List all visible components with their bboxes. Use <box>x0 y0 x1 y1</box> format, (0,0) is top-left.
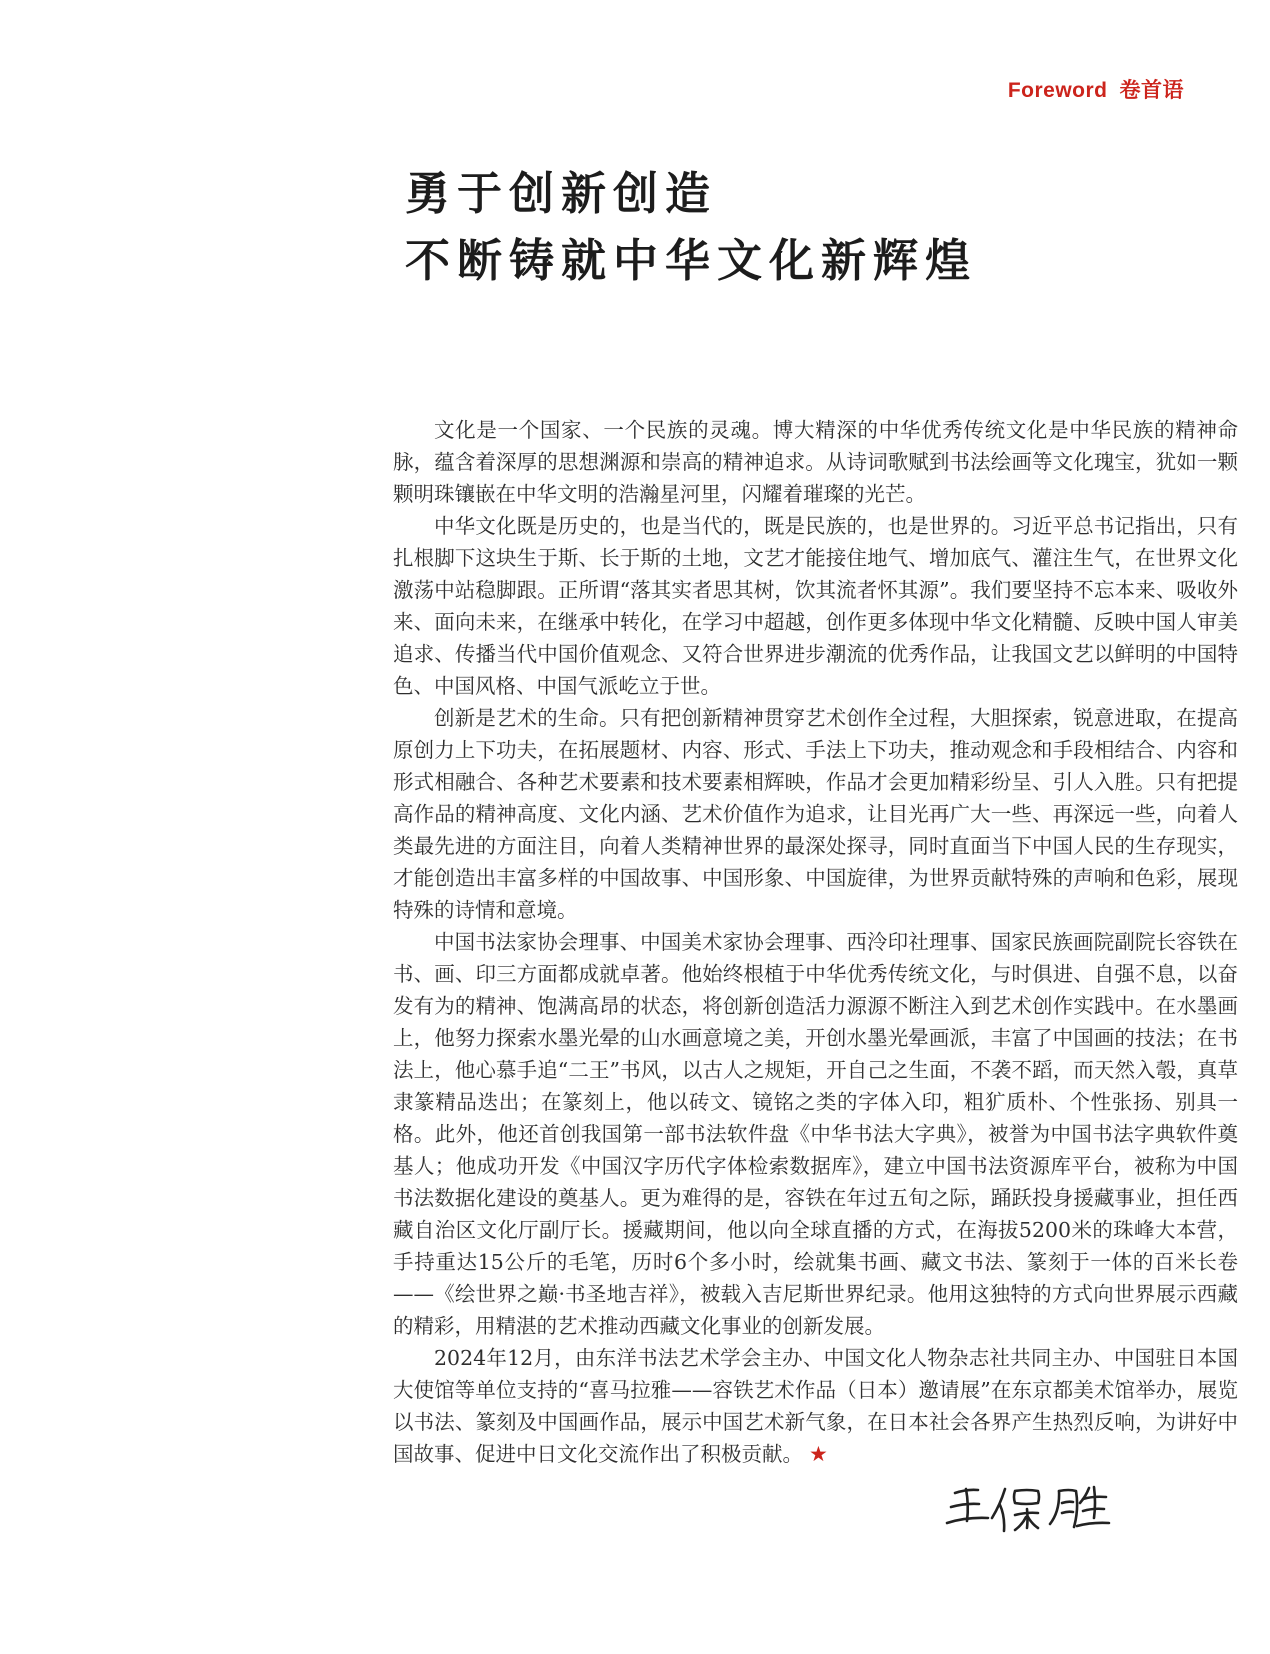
paragraph-1: 文化是一个国家、一个民族的灵魂。博大精深的中华优秀传统文化是中华民族的精神命脉，蕴含着深厚的思想渊源和崇高的精神追求。从诗词歌赋到书法绘画等文化瑰宝，犹如一颗颗明珠镶嵌在中华文明的浩瀚星河里，闪耀着璀璨的光芒。 <box>393 418 1238 506</box>
foreword-label-zh: 卷首语 <box>1119 79 1184 102</box>
article-body <box>393 414 1238 1470</box>
signature-handwriting <box>942 1478 1120 1540</box>
paragraph-5 <box>393 1342 1238 1470</box>
foreword-label <box>1008 74 1184 104</box>
paragraph-3: 创新是艺术的生命。只有把创新精神贯穿艺术创作全过程，大胆探索，锐意进取，在提高原创力上下功夫，在拓展题材、内容、形式、手法上下功夫，推动观念和手段相结合、内容和形式相融合、各种艺术要素和技术要素相辉映，作品才会更加精彩纷呈、引人入胜。只有把提高作品的精神高度、文化内涵、艺术价值作为追求，让目光再广大一些、再深远一些，向着人类最先进的方面注目，向着人类精神世界的最深处探寻，同时直面当下中国人民的生存现实，才能创造出丰富多样的中国故事、中国形象、中国旋律，为世界贡献特殊的声响和色彩，展现特殊的诗情和意境。 <box>393 706 1238 922</box>
paragraph-4: 中国书法家协会理事、中国美术家协会理事、西泠印社理事、国家民族画院副院长容铁在书、画、印三方面都成就卓著。他始终根植于中华优秀传统文化，与时俱进、自强不息，以奋发有为的精神、饱满高昂的状态，将创新创造活力源源不断注入到艺术创作实践中。在水墨画上，他努力探索水墨光晕的山水画意境之美，开创水墨光晕画派，丰富了中国画的技法；在书法上，他心慕手追“二王”书风，以古人之规矩，开自己之生面，不袭不蹈，而天然入彀，真草隶篆精品迭出；在篆刻上，他以砖文、镜铭之类的字体入印，粗犷质朴、个性张扬、别具一格。此外，他还首创我国第一部书法软件盘《中华书法大字典》，被誉为中国书法字典软件奠基人；他成功开发《中国汉字历代字体检索数据库》，建立中国书法资源库平台，被称为中国书法数据化建设的奠基人。更为难得的是，容铁在年过五旬之际，踊跃投身援藏事业，担任西藏自治区文化厅副厅长。援藏期间，他以向全球直播的方式，在海拔5200米的珠峰大本营，手持重达15公斤的毛笔，历时6个多小时，绘就集书画、藏文书法、篆刻于一体的百米长卷——《绘世界之巅·书圣地吉祥》，被载入吉尼斯世界纪录。他用这独特的方式向世界展示西藏的精彩，用精湛的艺术推动西藏文化事业的创新发展。 <box>393 930 1238 1338</box>
foreword-label-en: Foreword <box>1007 79 1108 102</box>
page-title-line1: 勇于创新创造 <box>405 167 718 220</box>
paragraph-5-text: 2024年12月，由东洋书法艺术学会主办、中国文化人物杂志社共同主办、中国驻日本国大使馆等单位支持的“喜马拉雅——容铁艺术作品（日本）邀请展”在东京都美术馆举办，展览以书法、篆刻及中国画作品，展示中国艺术新气象，在日本社会各界产生热烈反响，为讲好中国故事、促进中日文化交流作出了积极贡献。 <box>393 1346 1238 1466</box>
paragraph-2: 中华文化既是历史的，也是当代的，既是民族的，也是世界的。习近平总书记指出，只有扎根脚下这块生于斯、长于斯的土地，文艺才能接住地气、增加底气、灌注生气，在世界文化激荡中站稳脚跟。正所谓“落其实者思其树，饮其流者怀其源”。我们要坚持不忘本来、吸收外来、面向未来，在继承中转化，在学习中超越，创作更多体现中华文化精髓、反映中国人审美追求、传播当代中国价值观念、又符合世界进步潮流的优秀作品，让我国文艺以鲜明的中国特色、中国风格、中国气派屹立于世。 <box>393 514 1238 698</box>
page-title-line2: 不断铸就中华文化新辉煌 <box>405 234 978 287</box>
end-star-icon: ★ <box>809 1442 828 1466</box>
page-title <box>405 160 977 294</box>
signature-image <box>942 1478 1120 1540</box>
